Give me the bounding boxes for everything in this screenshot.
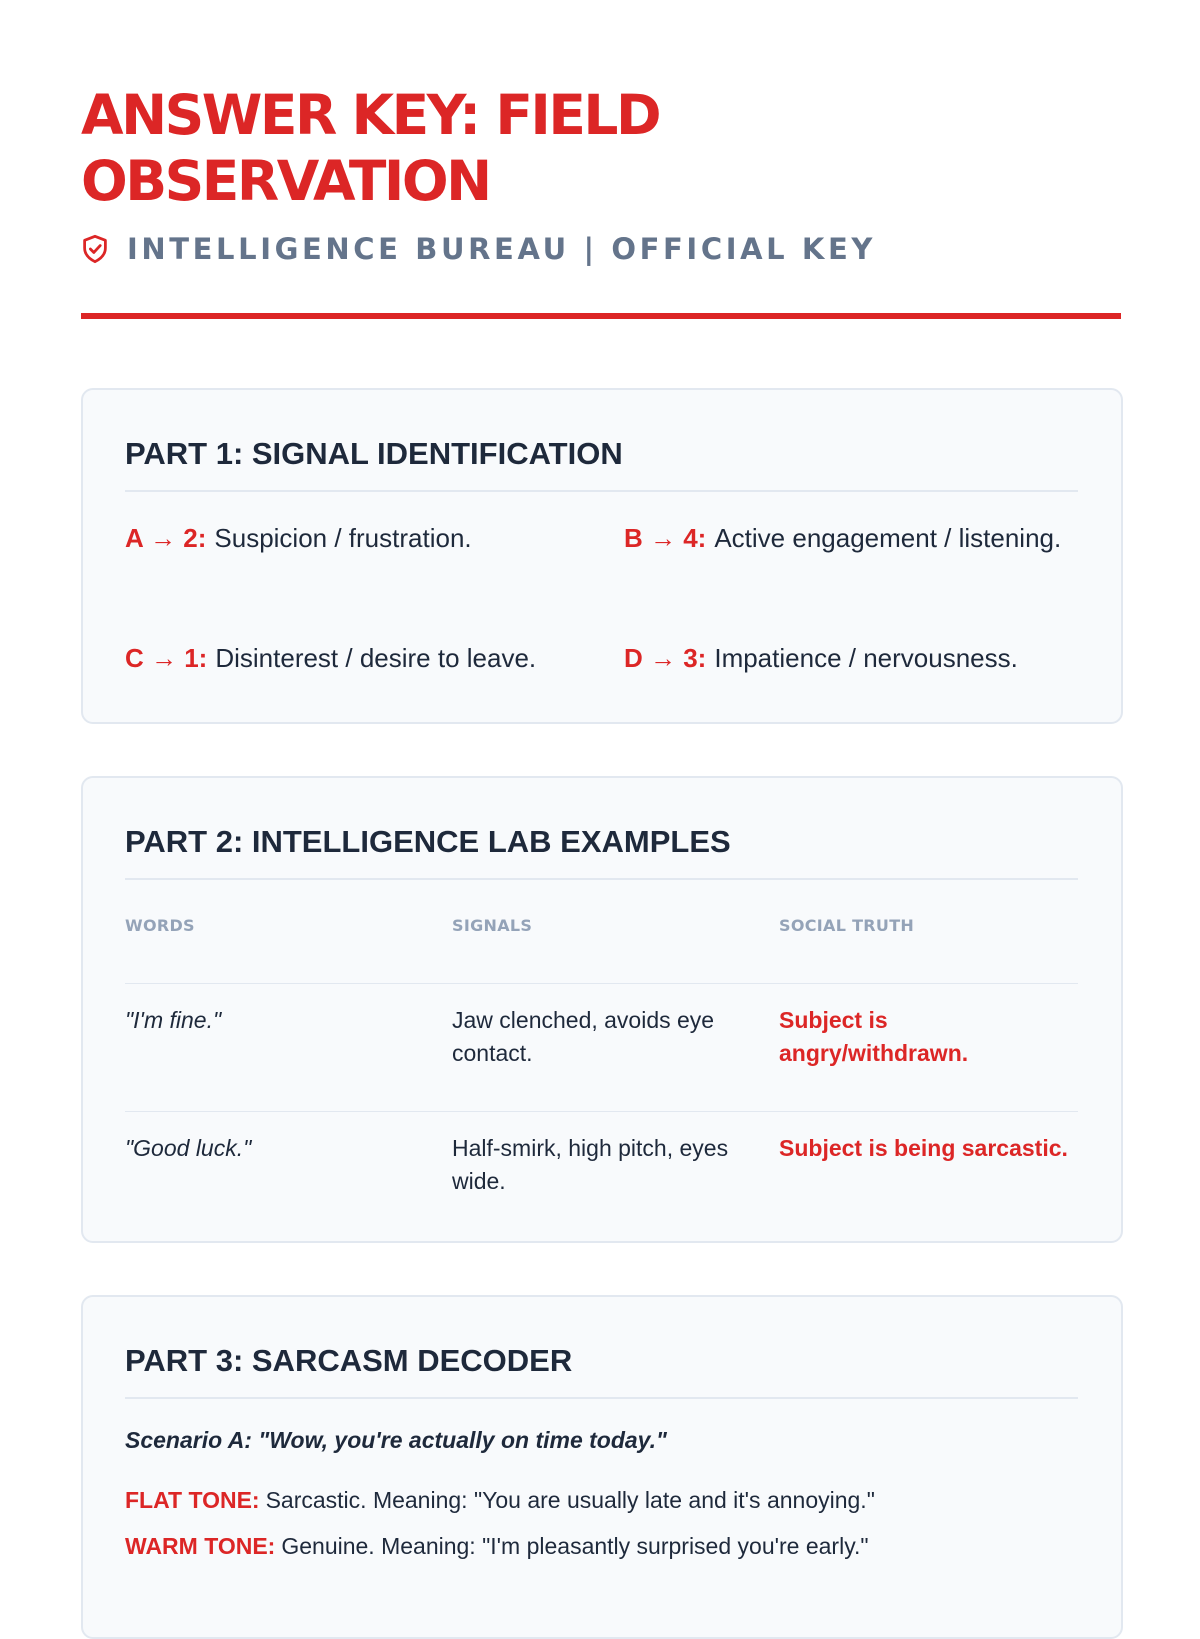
- column-header-signals: SIGNALS: [452, 916, 533, 935]
- tone-item-flat: [125, 1487, 875, 1514]
- table-row-divider: [125, 983, 1078, 984]
- shield-check-icon: [81, 234, 109, 264]
- part2-card: [81, 776, 1123, 1243]
- signal-key: B → 4:: [624, 523, 707, 553]
- tone-label: FLAT TONE:: [125, 1487, 260, 1513]
- signal-meaning: Suspicion / frustration.: [214, 523, 472, 553]
- signal-item-a: [125, 518, 585, 558]
- table-cell-social-truth: Subject is being sarcastic.: [779, 1135, 1068, 1161]
- signal-item-d: [624, 638, 1104, 678]
- page-title: ANSWER KEY: FIELD OBSERVATION: [81, 83, 660, 213]
- scenario-a: Scenario A: "Wow, you're actually on time today.": [125, 1427, 667, 1453]
- signal-meaning: Impatience / nervousness.: [714, 643, 1018, 673]
- part1-card: [81, 388, 1123, 724]
- part2-heading: PART 2: INTELLIGENCE LAB EXAMPLES: [125, 824, 1078, 880]
- tone-label: WARM TONE:: [125, 1533, 276, 1559]
- table-cell-words: "I'm fine.": [125, 1007, 222, 1033]
- signal-key: A → 2:: [125, 523, 207, 553]
- table-cell-signals: Jaw clenched, avoids eye contact.: [452, 1007, 715, 1066]
- table-cell-words: "Good luck.": [125, 1135, 252, 1161]
- subtitle-text: INTELLIGENCE BUREAU | OFFICIAL KEY: [127, 232, 876, 266]
- column-header-words: WORDS: [125, 916, 195, 935]
- table-row-divider: [125, 1111, 1078, 1112]
- signal-item-c: [125, 638, 605, 678]
- table-cell-social-truth: Subject is angry/withdrawn.: [779, 1007, 969, 1066]
- tone-meaning: Genuine. Meaning: "I'm pleasantly surprised you're early.": [281, 1533, 869, 1559]
- tone-item-warm: [125, 1533, 869, 1560]
- part3-card: [81, 1295, 1123, 1639]
- table-cell-signals: Half-smirk, high pitch, eyes wide.: [452, 1135, 729, 1194]
- signal-item-b: [624, 518, 1084, 558]
- signal-key: D → 3:: [624, 643, 707, 673]
- header-divider: [81, 313, 1121, 319]
- part3-heading: PART 3: SARCASM DECODER: [125, 1343, 1078, 1399]
- page-subtitle: [81, 232, 876, 266]
- part1-heading: PART 1: SIGNAL IDENTIFICATION: [125, 436, 1078, 492]
- signal-key: C → 1:: [125, 643, 208, 673]
- signal-meaning: Disinterest / desire to leave.: [215, 643, 537, 673]
- tone-meaning: Sarcastic. Meaning: "You are usually late and it's annoying.": [265, 1487, 875, 1513]
- signal-meaning: Active engagement / listening.: [714, 523, 1062, 553]
- column-header-social-truth: SOCIAL TRUTH: [779, 916, 915, 935]
